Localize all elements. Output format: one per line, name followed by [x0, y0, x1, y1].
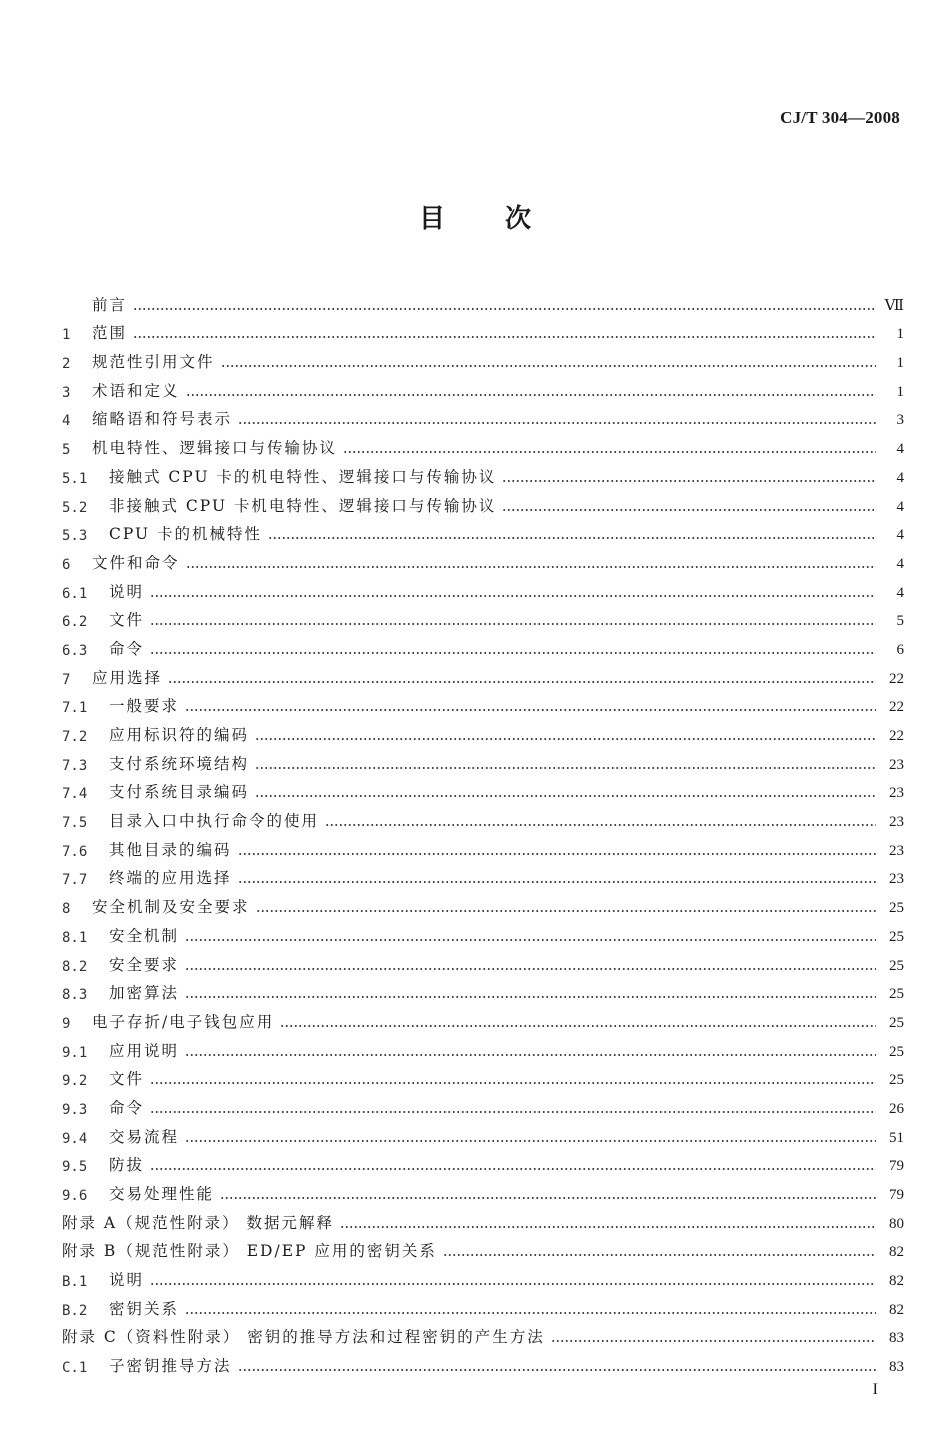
toc-entry-title: 命令 — [109, 639, 145, 658]
toc-entry-number: 4 — [62, 413, 71, 430]
toc-entry-title: 范围 — [92, 324, 128, 343]
toc-leader-dots — [255, 738, 876, 740]
toc-entry[interactable] — [62, 1261, 904, 1290]
toc-entry-number: B.1 — [62, 1274, 88, 1291]
toc-entry-title: 命令 — [109, 1098, 145, 1117]
toc-leader-dots — [551, 1340, 876, 1342]
toc-entry-page: 83 — [889, 1359, 904, 1376]
toc-entry-page: 4 — [896, 469, 904, 486]
toc-entry-title: 术语和定义 — [92, 381, 180, 400]
toc-entry-page: 23 — [889, 842, 904, 859]
toc-entry[interactable] — [62, 1347, 904, 1376]
toc-entry-number: 7.6 — [62, 843, 88, 860]
toc-entry-page: 82 — [889, 1301, 904, 1318]
toc-entry-number: 6 — [62, 556, 71, 573]
toc-leader-dots — [150, 595, 876, 597]
toc-entry-title: 目录入口中执行命令的使用 — [109, 812, 320, 831]
table-of-contents — [62, 286, 904, 1376]
toc-leader-dots — [238, 1369, 876, 1371]
toc-entry-number: 2 — [62, 356, 71, 373]
toc-entry-page: 25 — [889, 900, 904, 917]
toc-entry-page: 82 — [889, 1244, 904, 1261]
toc-entry[interactable] — [62, 1147, 904, 1176]
toc-entry-title: 附录 C（资料性附录） 密钥的推导方法和过程密钥的产生方法 — [62, 1328, 545, 1347]
toc-entry-page: 25 — [889, 957, 904, 974]
toc-entry-number: 9.5 — [62, 1159, 88, 1176]
toc-leader-dots — [186, 566, 876, 568]
toc-entry-page: 22 — [889, 670, 904, 687]
toc-entry[interactable] — [62, 716, 904, 745]
toc-leader-dots — [238, 422, 876, 424]
toc-entry-page: 25 — [889, 928, 904, 945]
toc-entry-title: 安全机制及安全要求 — [92, 898, 250, 917]
toc-entry-title: 安全机制 — [109, 926, 180, 945]
toc-entry-page: 23 — [889, 871, 904, 888]
toc-entry[interactable] — [62, 1290, 904, 1319]
toc-entry-number: 9 — [62, 1015, 71, 1032]
toc-leader-dots — [280, 1025, 876, 1027]
toc-entry[interactable] — [62, 1089, 904, 1118]
toc-entry-number: 9.4 — [62, 1130, 88, 1147]
toc-entry-number: 5.3 — [62, 528, 88, 545]
toc-entry-title: 一般要求 — [109, 697, 180, 716]
toc-entry-title: 防拔 — [109, 1156, 145, 1175]
toc-entry-page: 82 — [889, 1273, 904, 1290]
toc-entry-page: 22 — [889, 728, 904, 744]
toc-entry-title: 安全要求 — [109, 955, 180, 974]
toc-entry-page: 1 — [896, 383, 904, 400]
toc-entry-number: 9.6 — [62, 1188, 88, 1204]
toc-entry-title: 缩略语和符号表示 — [92, 410, 233, 429]
toc-entry-number: 8 — [62, 901, 71, 918]
toc-entry[interactable] — [62, 573, 904, 602]
toc-leader-dots — [168, 681, 876, 683]
toc-entry-page: 80 — [889, 1215, 904, 1232]
toc-entry-number: 9.3 — [62, 1101, 88, 1118]
toc-entry-number: 6.2 — [62, 614, 88, 631]
toc-leader-dots — [185, 1140, 876, 1142]
toc-entry-number: 3 — [62, 384, 71, 401]
toc-entry-title: 交易处理性能 — [109, 1185, 215, 1203]
toc-entry-number: 8.2 — [62, 958, 88, 975]
toc-leader-dots — [185, 1054, 876, 1056]
toc-leader-dots — [343, 451, 876, 453]
toc-entry[interactable] — [62, 831, 904, 860]
toc-entry[interactable] — [62, 1319, 904, 1348]
toc-entry[interactable] — [62, 286, 904, 315]
toc-entry-title: 说明 — [109, 1271, 145, 1290]
toc-leader-dots — [268, 537, 876, 539]
toc-entry[interactable] — [62, 917, 904, 946]
toc-entry-page: 1 — [896, 355, 904, 372]
toc-entry-number: 5.2 — [62, 499, 88, 516]
toc-entry[interactable] — [62, 802, 904, 831]
toc-leader-dots — [325, 824, 876, 826]
toc-entry-number: C.1 — [62, 1360, 88, 1377]
toc-entry-number: 9.2 — [62, 1073, 88, 1090]
toc-entry-title: 机电特性、逻辑接口与传输协议 — [92, 439, 338, 458]
toc-entry-title: 应用选择 — [92, 668, 163, 687]
toc-leader-dots — [443, 1254, 876, 1256]
toc-entry-number: 7.5 — [62, 815, 88, 832]
toc-entry-title: 应用标识符的编码 — [109, 726, 250, 744]
toc-entry-title: 加密算法 — [109, 984, 180, 1003]
toc-entry-page: 22 — [889, 699, 904, 716]
toc-entry-number: 7.1 — [62, 700, 88, 717]
toc-leader-dots — [220, 1197, 876, 1199]
toc-entry-title: 规范性引用文件 — [92, 353, 215, 372]
toc-entry-title: 附录 A（规范性附录） 数据元解释 — [62, 1213, 335, 1232]
toc-entry[interactable] — [62, 602, 904, 631]
toc-leader-dots — [221, 365, 876, 367]
toc-entry-title: 文件 — [109, 1070, 145, 1089]
toc-entry-page: 4 — [896, 555, 904, 572]
toc-entry[interactable] — [62, 774, 904, 803]
toc-entry-page: 23 — [889, 814, 904, 831]
toc-entry[interactable] — [62, 458, 904, 487]
toc-entry-title: 前言 — [92, 295, 128, 314]
toc-entry-page: 25 — [889, 1014, 904, 1031]
toc-entry-number: B.2 — [62, 1302, 88, 1319]
toc-entry-title: 文件和命令 — [92, 553, 180, 572]
toc-entry[interactable] — [62, 630, 904, 659]
toc-entry-page: 4 — [896, 498, 904, 515]
toc-leader-dots — [255, 767, 876, 769]
toc-entry-page: 1 — [896, 326, 904, 343]
toc-entry[interactable] — [62, 544, 904, 573]
toc-entry-number: 5 — [62, 442, 71, 459]
toc-entry[interactable] — [62, 343, 904, 372]
toc-leader-dots — [150, 1111, 876, 1113]
toc-entry-number: 7.3 — [62, 757, 88, 774]
toc-entry-page: 83 — [889, 1330, 904, 1347]
toc-leader-dots — [256, 910, 876, 912]
toc-entry-page: 79 — [889, 1187, 904, 1203]
toc-entry[interactable] — [62, 1118, 904, 1147]
toc-entry[interactable] — [62, 1175, 904, 1204]
toc-entry-title: 接触式 CPU 卡的机电特性、逻辑接口与传输协议 — [109, 467, 497, 486]
toc-entry[interactable] — [62, 1061, 904, 1090]
toc-leader-dots — [150, 1168, 876, 1170]
toc-entry-number: 6.1 — [62, 585, 88, 602]
toc-entry-number: 7.7 — [62, 872, 88, 889]
toc-entry-title: 文件 — [109, 611, 145, 630]
toc-entry-title: 说明 — [109, 582, 145, 601]
toc-entry-page: 26 — [889, 1100, 904, 1117]
toc-entry-title: 终端的应用选择 — [109, 869, 232, 888]
toc-entry-page: 25 — [889, 986, 904, 1003]
toc-entry-title: 应用说明 — [109, 1041, 180, 1060]
toc-entry[interactable] — [62, 372, 904, 401]
toc-entry-number: 8.1 — [62, 929, 88, 946]
toc-entry-title: 非接触式 CPU 卡机电特性、逻辑接口与传输协议 — [109, 496, 497, 515]
toc-entry-title: 交易流程 — [109, 1127, 180, 1146]
toc-entry-title: 附录 B（规范性附录） ED/EP 应用的密钥关系 — [62, 1242, 437, 1261]
toc-entry-page: 4 — [896, 584, 904, 601]
toc-entry[interactable] — [62, 516, 904, 545]
toc-leader-dots — [238, 853, 876, 855]
toc-entry[interactable] — [62, 401, 904, 430]
toc-entry[interactable] — [62, 975, 904, 1004]
toc-entry-title: 电子存折/电子钱包应用 — [92, 1012, 275, 1031]
toc-entry-page: 4 — [896, 441, 904, 458]
toc-entry-page: 51 — [889, 1129, 904, 1146]
toc-entry-page: 25 — [889, 1043, 904, 1060]
toc-entry-number: 7.4 — [62, 786, 88, 803]
toc-entry-number: 5.1 — [62, 470, 88, 487]
toc-entry[interactable] — [62, 745, 904, 774]
toc-entry-title: CPU 卡的机械特性 — [109, 525, 263, 544]
toc-entry-page: 5 — [896, 613, 904, 630]
toc-entry-page: Ⅶ — [884, 297, 904, 314]
toc-entry[interactable] — [62, 487, 904, 516]
toc-entry[interactable] — [62, 688, 904, 717]
toc-entry-page: 23 — [889, 785, 904, 802]
toc-entry-page: 6 — [896, 641, 904, 658]
toc-entry[interactable] — [62, 946, 904, 975]
toc-leader-dots — [255, 795, 876, 797]
toc-entry-title: 密钥关系 — [109, 1299, 180, 1318]
toc-entry[interactable] — [62, 1233, 904, 1262]
standard-code: CJ/T 304—2008 — [780, 108, 900, 127]
toc-entry[interactable] — [62, 659, 904, 688]
toc-leader-dots — [186, 394, 876, 396]
toc-entry-title: 其他目录的编码 — [109, 840, 232, 859]
toc-entry[interactable] — [62, 860, 904, 889]
toc-leader-dots — [185, 996, 876, 998]
toc-entry[interactable] — [62, 1204, 904, 1233]
toc-entry-number: 6.3 — [62, 642, 88, 659]
toc-leader-dots — [185, 709, 876, 711]
toc-entry-title: 支付系统目录编码 — [109, 783, 250, 802]
toc-entry-page: 79 — [889, 1158, 904, 1175]
toc-leader-dots — [185, 939, 876, 941]
toc-leader-dots — [133, 336, 876, 338]
toc-leader-dots — [150, 1283, 876, 1285]
toc-entry[interactable] — [62, 315, 904, 344]
toc-leader-dots — [150, 623, 876, 625]
toc-leader-dots — [150, 652, 876, 654]
toc-entry-number: 9.1 — [62, 1044, 88, 1061]
toc-entry-number: 7.2 — [62, 729, 88, 745]
toc-entry-page: 25 — [889, 1072, 904, 1089]
toc-entry-number: 1 — [62, 327, 71, 344]
toc-entry-page: 3 — [896, 412, 904, 429]
toc-entry-title: 子密钥推导方法 — [109, 1357, 232, 1376]
toc-entry[interactable] — [62, 1003, 904, 1032]
toc-leader-dots — [502, 480, 876, 482]
toc-leader-dots — [185, 968, 876, 970]
toc-entry-page: 23 — [889, 756, 904, 773]
toc-leader-dots — [340, 1226, 876, 1228]
toc-entry-page: 4 — [896, 527, 904, 544]
toc-leader-dots — [238, 881, 876, 883]
toc-leader-dots — [150, 1082, 876, 1084]
toc-entry-title: 支付系统环境结构 — [109, 754, 250, 773]
toc-entry[interactable] — [62, 1032, 904, 1061]
footer-page-number: I — [872, 1381, 878, 1398]
toc-leader-dots — [502, 509, 876, 511]
toc-entry-number: 8.3 — [62, 987, 88, 1004]
toc-leader-dots — [133, 308, 876, 310]
toc-entry-number: 7 — [62, 671, 71, 688]
toc-entry[interactable] — [62, 429, 904, 458]
toc-leader-dots — [185, 1312, 876, 1314]
page-title: 目次 — [418, 204, 591, 234]
toc-entry[interactable] — [62, 888, 904, 917]
